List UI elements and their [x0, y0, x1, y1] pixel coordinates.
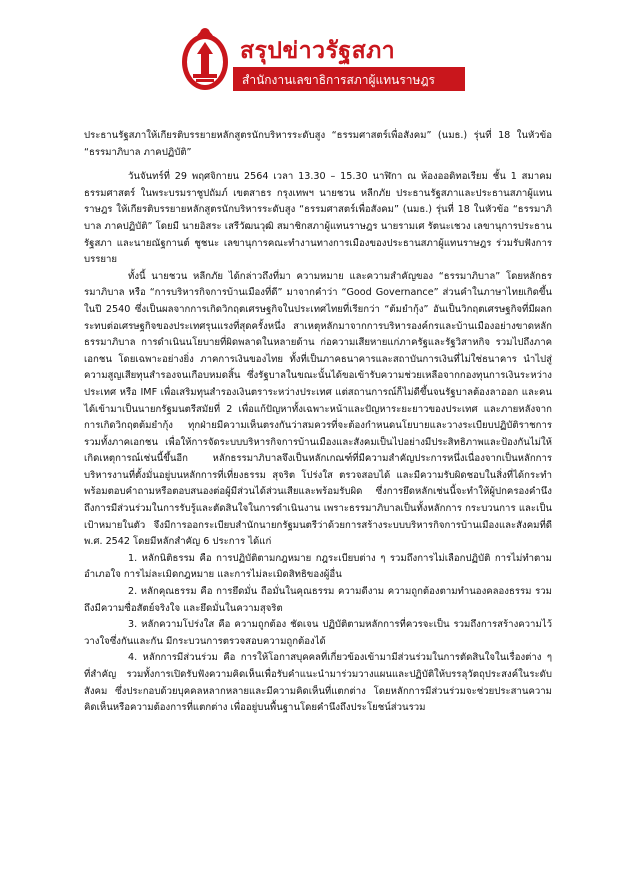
principle-item-4: 4. หลักการมีส่วนร่วม คือ การให้โอกาสบุคคลที่เกี่ยวข้องเข้ามามีส่วนร่วมในการตัดสินใจในเรื่องต่าง ๆ ที่สำคัญ รวมทั้งการเปิดรับฟังความคิดเห็นเพื่อรับคำแนะนำมาร่วมวางแผนและปฏิบัติให้บรรลุวัตถุประสงค์ในระดับสังคม ซึ่งประกอบด้วยบุคคลหลากหลายและมีความคิดเห็นที่แตกต่าง โดยหลักการมีส่วนร่วมจะช่วยประสานความคิดเห็นหรือความต้องการที่แตกต่าง เพื่ออยู่บนพื้นฐานโดยคำนึงถึงประโยชน์ส่วนรวม — [84, 652, 552, 714]
article-body — [84, 128, 552, 717]
publication-subtitle: สำนักงานเลขาธิการสภาผู้แทนราษฎร — [242, 73, 435, 87]
parliament-emblem-icon — [180, 22, 230, 92]
article-paragraph-2: ทั้งนี้ นายชวน หลีกภัย ได้กล่าวถึงที่มา ความหมาย และความสำคัญของ “ธรรมาภิบาล” โดยหลักธรรมาภิบาล หรือ “การบริหารกิจการบ้านเมืองที่ดี” มาจากคำว่า “Good Governance” ส่วนคำในภาษาไทยเกิดขึ้นในปี 2540 ซึ่งเป็นผลจากการเกิดวิกฤตเศรษฐกิจในประเทศไทยที่เรียกว่า “ต้มยำกุ้ง” อันเป็นวิกฤตเศรษฐกิจที่มีผลกระทบต่อเศรษฐกิจของประเทศรุนแรงที่สุดครั้งหนึ่ง สาเหตุหลักมาจากการบริหารองค์กรและบ้านเมืองอย่างขาดหลักธรรมาภิบาล การดำเนินนโยบายที่ผิดพลาดในหลายด้าน ก่อความเสียหายแก่ภาครัฐและรัฐวิสาหกิจ รวมไปถึงภาคเอกชน โดยเฉพาะอย่างยิ่ง ภาคการเงินของไทย ทั้งที่เป็นภาคธนาคารและสถาบันการเงินที่ไม่ใช่ธนาคาร นำไปสู่ความสูญเสียทุนสำรองจนเกือบหมดสิ้น ซึ่งรัฐบาลในขณะนั้นได้ขอเข้ารับความช่วยเหลือจากกองทุนการเงินระหว่างประเทศ หรือ IMF เพื่อเสริมทุนสำรองเงินตราระหว่างประเทศ แต่สถานการณ์ก็ไม่ดีขึ้นจนรัฐบาลต้องลาออก และคนได้เข้ามาเป็นนายกรัฐมนตรีสมัยที่ 2 เพื่อแก้ปัญหาทั้งเฉพาะหน้าและปัญหาระยะยาวของประเทศ และภายหลังจากการเกิดวิกฤตต้มยำกุ้ง ทุกฝ่ายมีความเห็นตรงกันว่าสมควรที่จะต้องกำหนดนโยบายและวางระเบียบปฏิบัติราชการ รวมทั้งภาคเอกชน เพื่อให้การจัดระบบบริหารกิจการบ้านเมืองและสังคมเป็นไปอย่างมีประสิทธิภาพและป้องกันไม่ให้เกิดเหตุการณ์เช่นนี้ขึ้นอีก หลักธรรมาภิบาลจึงเป็นหลักเกณฑ์ที่มีความสำคัญประการหนึ่งเนื่องจากเป็นหลักการบริหารงานที่ตั้งมั่นอยู่บนหลักการที่เที่ยงธรรม สุจริต โปร่งใส ตรวจสอบได้ และมีความรับผิดชอบในสิ่งที่ได้กระทำ พร้อมตอบคำถามหรือตอบสนองต่อผู้มีส่วนได้ส่วนเสียและพร้อมรับผิด ซึ่งการยึดหลักเช่นนี้จะทำให้ผู้ปกครองคำนึงถึงการมีส่วนร่วมในการรับรู้และตัดสินใจในการดำเนินงาน เพราะธรรมาภิบาลเป็นทั้งหลักการ กระบวนการ และเป็นเป้าหมายในตัว จึงมีการออกระเบียบสำนักนายกรัฐมนตรีว่าด้วยการสร้างระบบบริหารกิจการบ้านเมืองและสังคมที่ดี พ.ศ. 2542 โดยมีหลักสำคัญ 6 ประการ ได้แก่ — [84, 270, 552, 548]
page-header — [0, 0, 629, 112]
article-intro: ประธานรัฐสภาให้เกียรติบรรยายหลักสูตรนักบริหารระดับสูง “ธรรมศาสตร์เพื่อสังคม” (นมธ.) รุ่นที่ 18 ในหัวข้อ “ธรรมาภิบาล ภาคปฏิบัติ” — [84, 130, 552, 158]
principle-item-3: 3. หลักความโปร่งใส คือ ความถูกต้อง ชัดเจน ปฏิบัติตามหลักการที่ควรจะเป็น รวมถึงการสร้างความไว้วางใจซึ่งกันและกัน มีกระบวนการตรวจสอบความถูกต้องได้ — [84, 619, 552, 647]
article-paragraph-1: วันจันทร์ที่ 29 พฤศจิกายน 2564 เวลา 13.30 – 15.30 นาฬิกา ณ ห้องออดิทอเรียม ชั้น 1 สมาคมธรรมศาสตร์ ในพระบรมราชูปถัมภ์ เขตสาธร กรุงเทพฯ นายชวน หลีกภัย ประธานรัฐสภาและประธานสภาผู้แทนราษฎร ให้เกียรติบรรยายหลักสูตรนักบริหารระดับสูง “ธรรมศาสตร์เพื่อสังคม” (นมธ.) รุ่นที่ 18 ในหัวข้อ “ธรรมาภิบาล ภาคปฏิบัติ” โดยมี นายอิสระ เสรีวัฒนวุฒิ สมาชิกสภาผู้แทนราษฎร นายรามเศ รัตนะเชวง เลขานุการประธานรัฐสภา และนายณัฐกานต์ ชูชนะ เลขานุการคณะทำงานทางการเมืองของประธานสภาผู้แทนราษฎร ร่วมรับฟังการบรรยาย — [84, 171, 552, 266]
principle-item-2: 2. หลักคุณธรรม คือ การยึดมั่น ถือมั่นในคุณธรรม ความดีงาม ความถูกต้องตามทำนองคลองธรรม รวมถึงมีความซื่อสัตย์จริงใจ และยึดมั่นในความสุจริต — [84, 586, 552, 614]
publication-title: สรุปข่าวรัฐสภา — [240, 38, 396, 64]
principle-item-1: 1. หลักนิติธรรม คือ การปฏิบัติตามกฎหมาย กฎระเบียบต่าง ๆ รวมถึงการไม่เลือกปฏิบัติ การไม่ทำตามอำเภอใจ การไม่ละเมิดกฎหมาย และการไม่ละเมิดสิทธิของผู้อื่น — [84, 552, 552, 581]
